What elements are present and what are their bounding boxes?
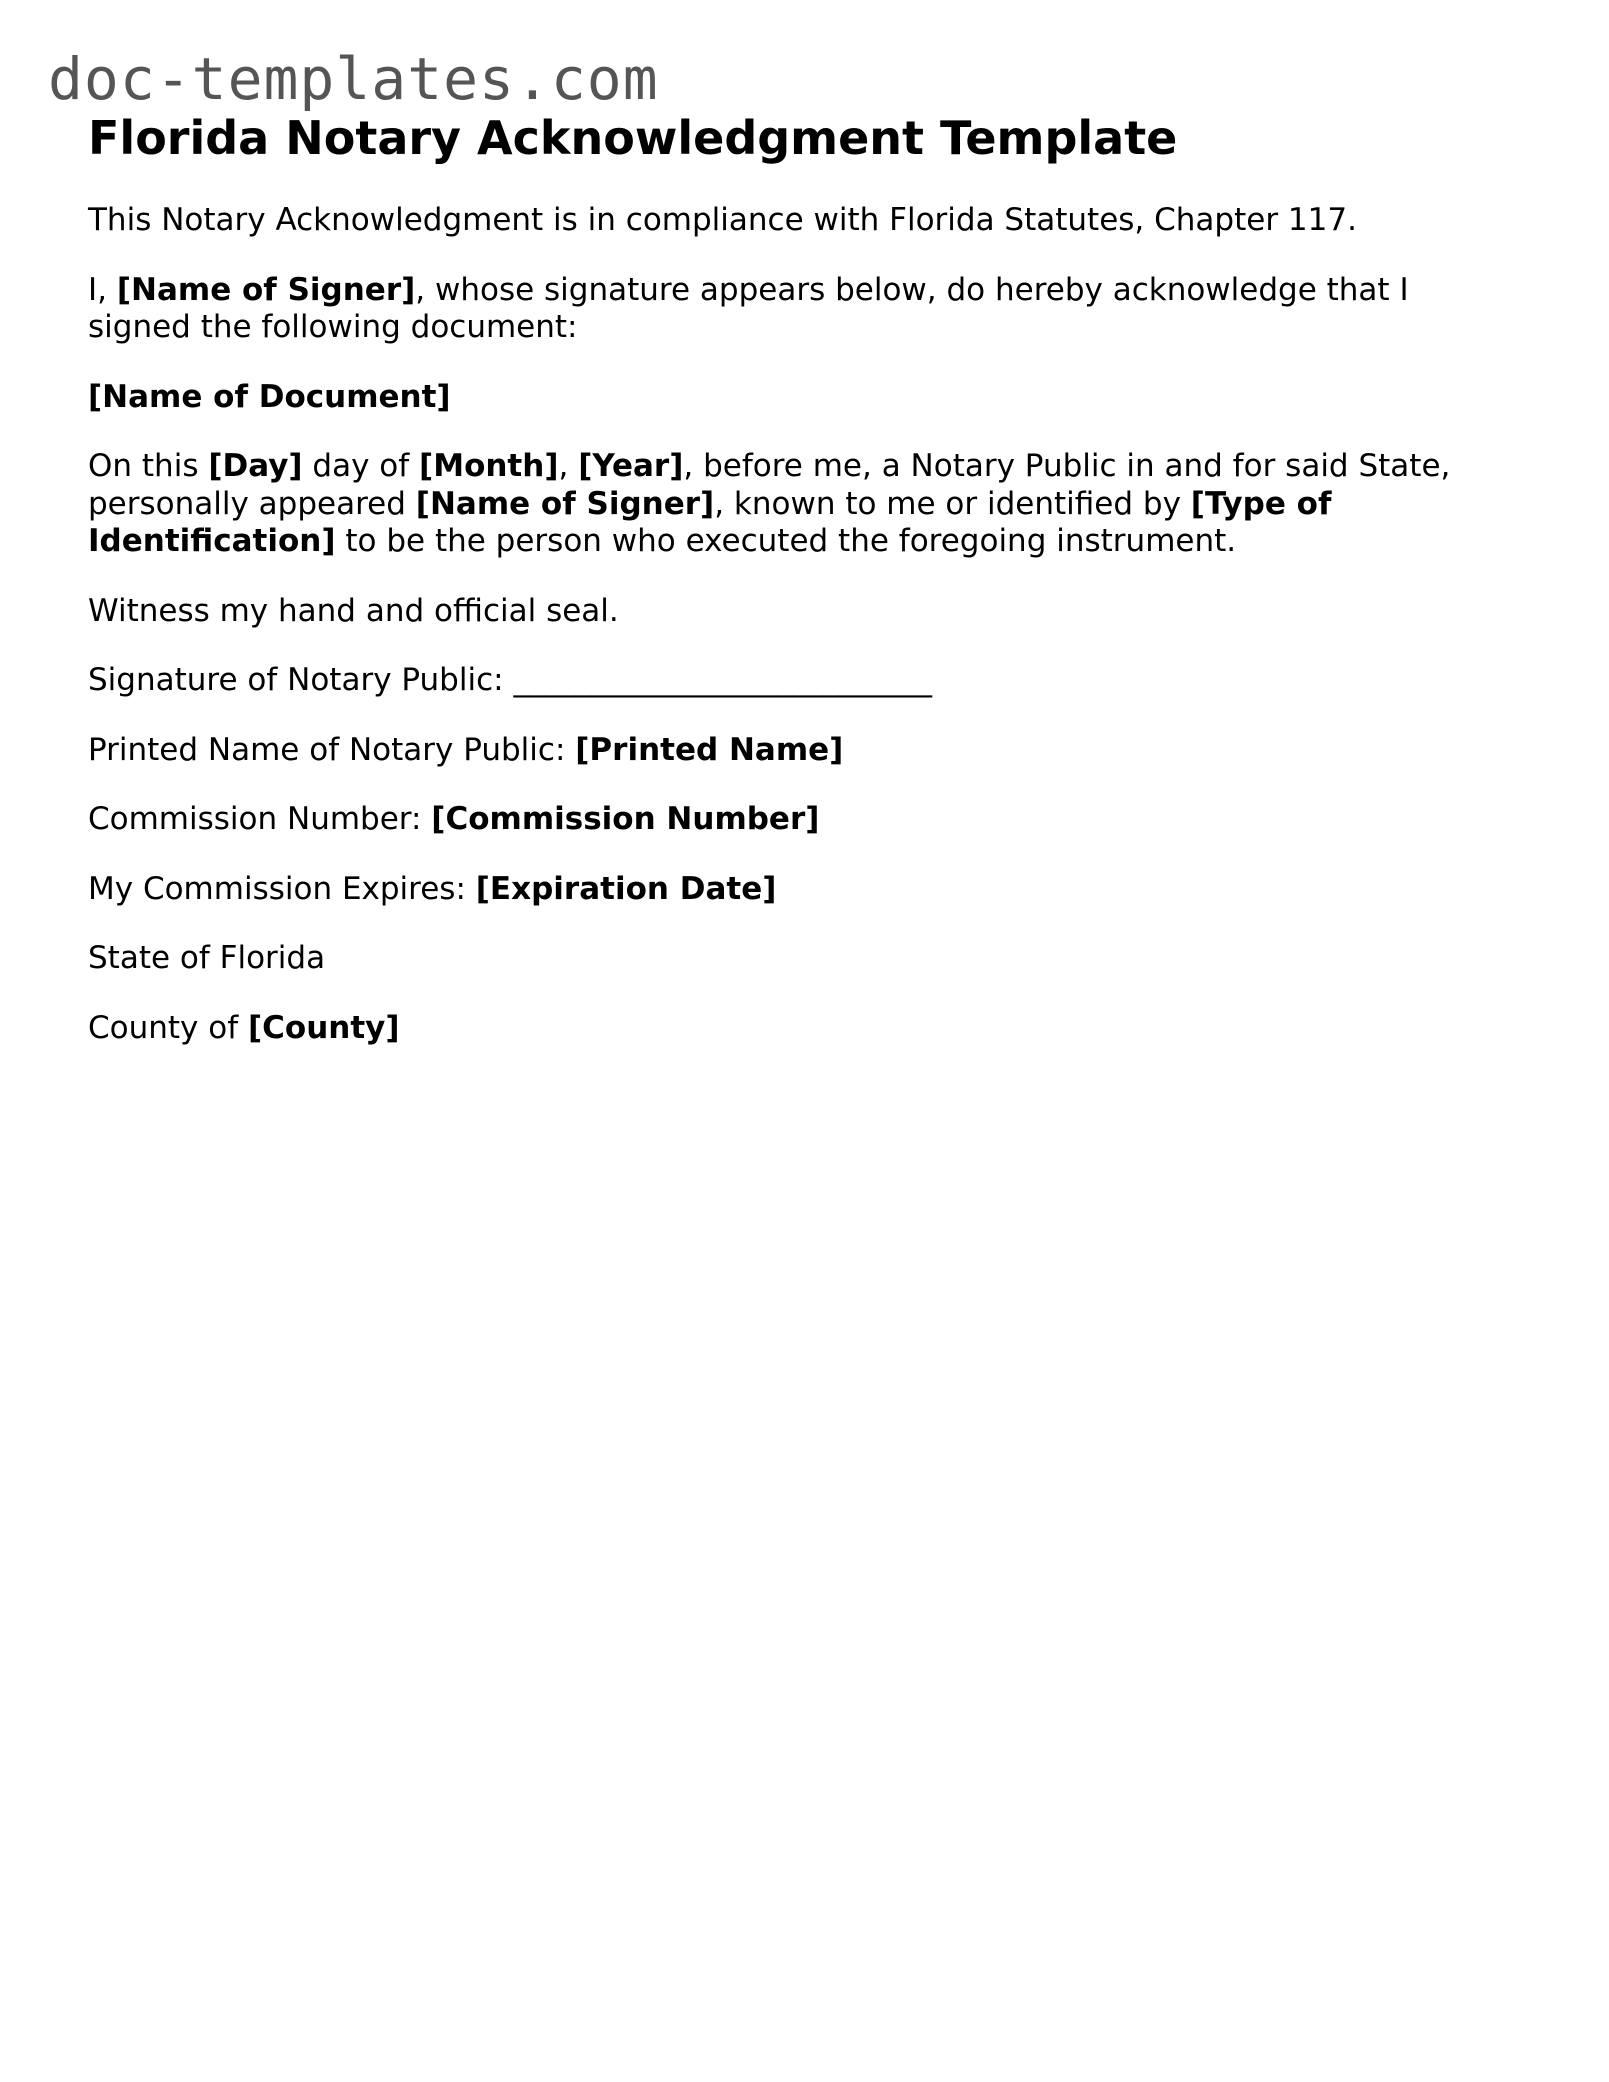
day-placeholder: [Day] bbox=[208, 448, 303, 484]
witness-statement: Witness my hand and official seal. bbox=[88, 592, 619, 629]
signature-label: Signature of Notary Public: bbox=[88, 662, 514, 698]
acknowledgment-paragraph bbox=[88, 272, 1508, 347]
county-label: County of bbox=[88, 1009, 248, 1046]
commission-number-placeholder: [Commission Number] bbox=[431, 801, 820, 837]
notary-signature-line bbox=[88, 662, 1508, 700]
signature-blank: ___________________________ bbox=[513, 662, 932, 698]
county-line bbox=[88, 1010, 1508, 1048]
expiration-date-placeholder: [Expiration Date] bbox=[475, 870, 777, 907]
commission-expires-label: My Commission Expires: bbox=[88, 870, 476, 907]
appear-text-3: , bbox=[558, 448, 579, 484]
ack-suffix: , whose signature appears below, do hereby acknowledge that I signed the following document: bbox=[88, 271, 1409, 345]
commission-number-label: Commission Number: bbox=[88, 801, 432, 837]
signer-name-placeholder: [Name of Signer] bbox=[116, 271, 416, 308]
printed-name-label: Printed Name of Notary Public: bbox=[88, 731, 576, 768]
document-name-paragraph bbox=[88, 379, 1508, 417]
appear-text-6: to be the person who executed the foregoing instrument. bbox=[335, 523, 1237, 559]
state-line: State of Florida bbox=[88, 940, 326, 976]
appear-text-2: day of bbox=[302, 448, 420, 484]
year-placeholder: [Year] bbox=[578, 448, 684, 484]
appear-text-4: , before me, a Notary Public in and for said State, personally appeared bbox=[88, 448, 1451, 522]
printed-name-placeholder: [Printed Name] bbox=[575, 731, 844, 768]
ack-prefix: I, bbox=[88, 271, 117, 308]
appear-text-5: , known to me or identified by bbox=[714, 485, 1191, 522]
site-watermark: doc-templates.com bbox=[48, 45, 659, 113]
document-name-placeholder: [Name of Document] bbox=[88, 378, 451, 415]
commission-expires-line bbox=[88, 871, 1508, 909]
appearance-paragraph bbox=[88, 448, 1508, 561]
document-title: Florida Notary Acknowledgment Template bbox=[88, 111, 1178, 165]
document-body bbox=[88, 110, 1508, 1047]
printed-name-line bbox=[88, 732, 1508, 770]
month-placeholder: [Month] bbox=[419, 448, 559, 484]
appear-signer-placeholder: [Name of Signer] bbox=[415, 485, 715, 522]
commission-number-line bbox=[88, 801, 1508, 839]
appear-text-1: On this bbox=[88, 448, 209, 484]
county-placeholder: [County] bbox=[248, 1009, 400, 1046]
id-type-placeholder: [Type of Identification] bbox=[88, 485, 1332, 559]
intro-paragraph: This Notary Acknowledgment is in compliance with Florida Statutes, Chapter 117. bbox=[88, 202, 1357, 238]
